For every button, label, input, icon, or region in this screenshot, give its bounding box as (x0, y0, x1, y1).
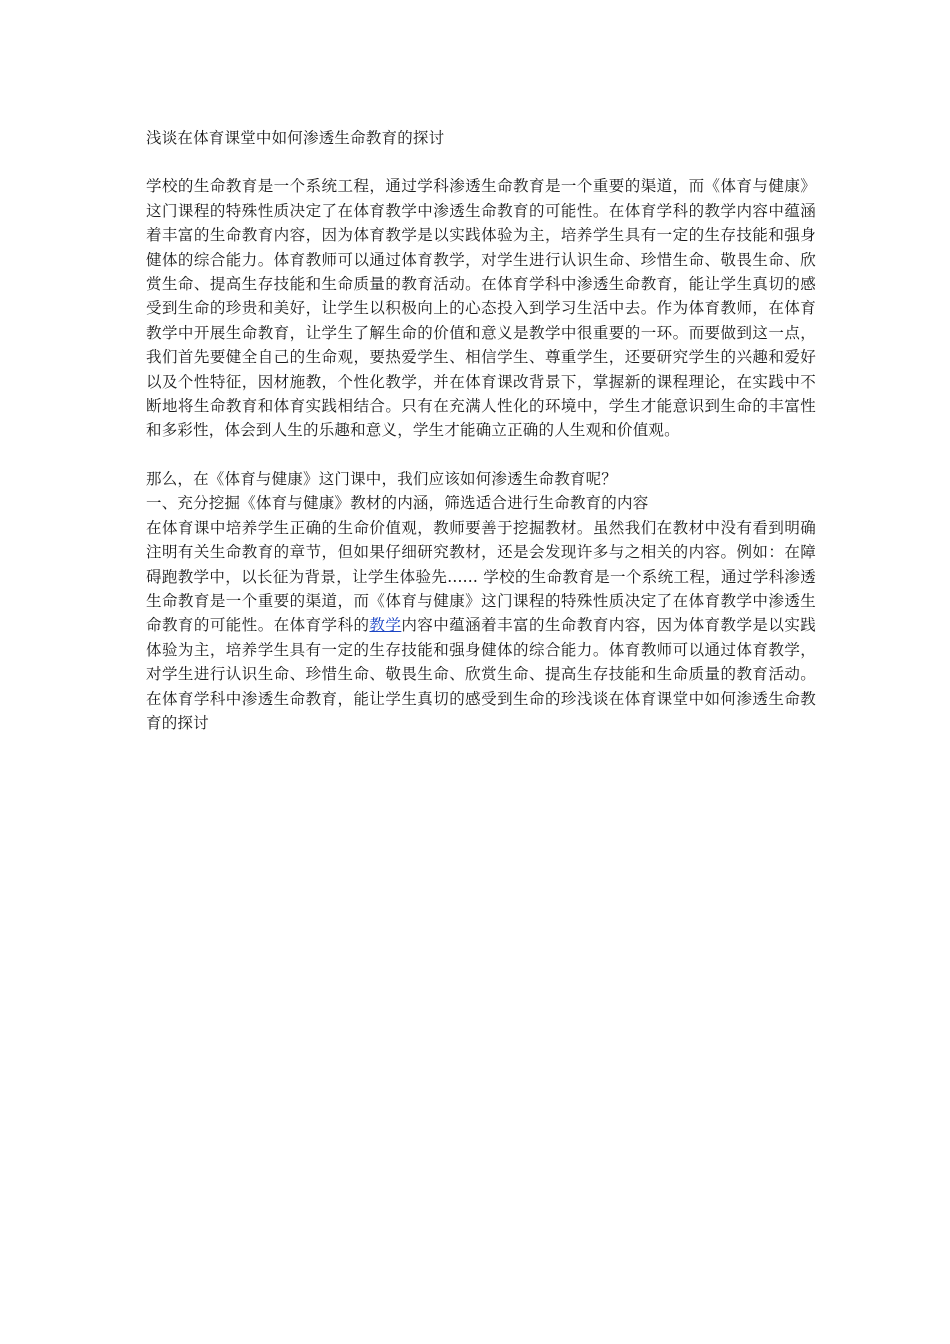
teaching-link[interactable]: 教学 (369, 616, 402, 635)
section-heading: 一、充分挖掘《体育与健康》教材的内涵，筛选适合进行生命教育的内容 (146, 494, 649, 513)
question-line: 那么，在《体育与健康》这门课中，我们应该如何渗透生命教育呢？ (146, 469, 618, 488)
document-title: 浅谈在体育课堂中如何渗透生命教育的探讨 (146, 129, 445, 147)
intro-paragraph: 学校的生命教育是一个系统工程，通过学科渗透生命教育是一个重要的渠道，而《体育与健康》这门课程的特殊性质决定了在体育教学中渗透生命教育的可能性。在体育学科的教学内容中蕴涵着丰富的生命教育内容，因为体育教学是以实践体验为主，培养学生具有一定的生存技能和强身健体的综合能力。体育教师可以通过体育教学，对学生进行认识生命、珍惜生命、敬畏生命、欣赏生命、提高生存技能和生命质量的教育活动。在体育学科中渗透生命教育，能让学生真切的感受到生命的珍贵和美好，让学生以积极向上的心态投入到学习生活中去。作为体育教师，在体育教学中开展生命教育，让学生了解生命的价值和意义是教学中很重要的一环。而要做到这一点，我们首先要健全自己的生命观，要热爱学生、相信学生、尊重学生，还要研究学生的兴趣和爱好以及个性特征，因材施教，个性化教学，并在体育课改背景下，掌握新的课程理论，在实践中不断地将生命教育和体育实践相结合。只有在充满人性化的环境中，学生才能意识到生命的丰富性和多彩性，体会到人生的乐趣和意义，学生才能确立正确的人生观和价值观。 (146, 177, 816, 440)
body-text-before-link: 在体育课中培养学生正确的生命价值观，教师要善于挖掘教材。虽然我们在教材中没有看到明确注明有关生命教育的章节，但如果仔细研究教材，还是会发现许多与之相关的内容。例如：在障碍跑教学中，以长征为背景，让学生体验先...... 学校的生命教育是一个系统工程，通过学科渗透生命教育是一个重要的渠道，而《体育与健康》这门课程的特殊性质决定了在体育教学中渗透生命教育的可能性。在体育学科的 (146, 518, 816, 635)
body-text-after-link: 内容中蕴涵着丰富的生命教育内容，因为体育教学是以实践体验为主，培养学生具有一定的生存技能和强身健体的综合能力。体育教师可以通过体育教学，对学生进行认识生命、珍惜生命、敬畏生命、欣赏生命、提高生存技能和生命质量的教育活动。在体育学科中渗透生命教育，能让学生真切的感受到生命的珍浅谈在体育课堂中如何渗透生命教育的探讨 (146, 616, 816, 732)
body-paragraph (146, 516, 816, 736)
document-page (146, 126, 816, 735)
